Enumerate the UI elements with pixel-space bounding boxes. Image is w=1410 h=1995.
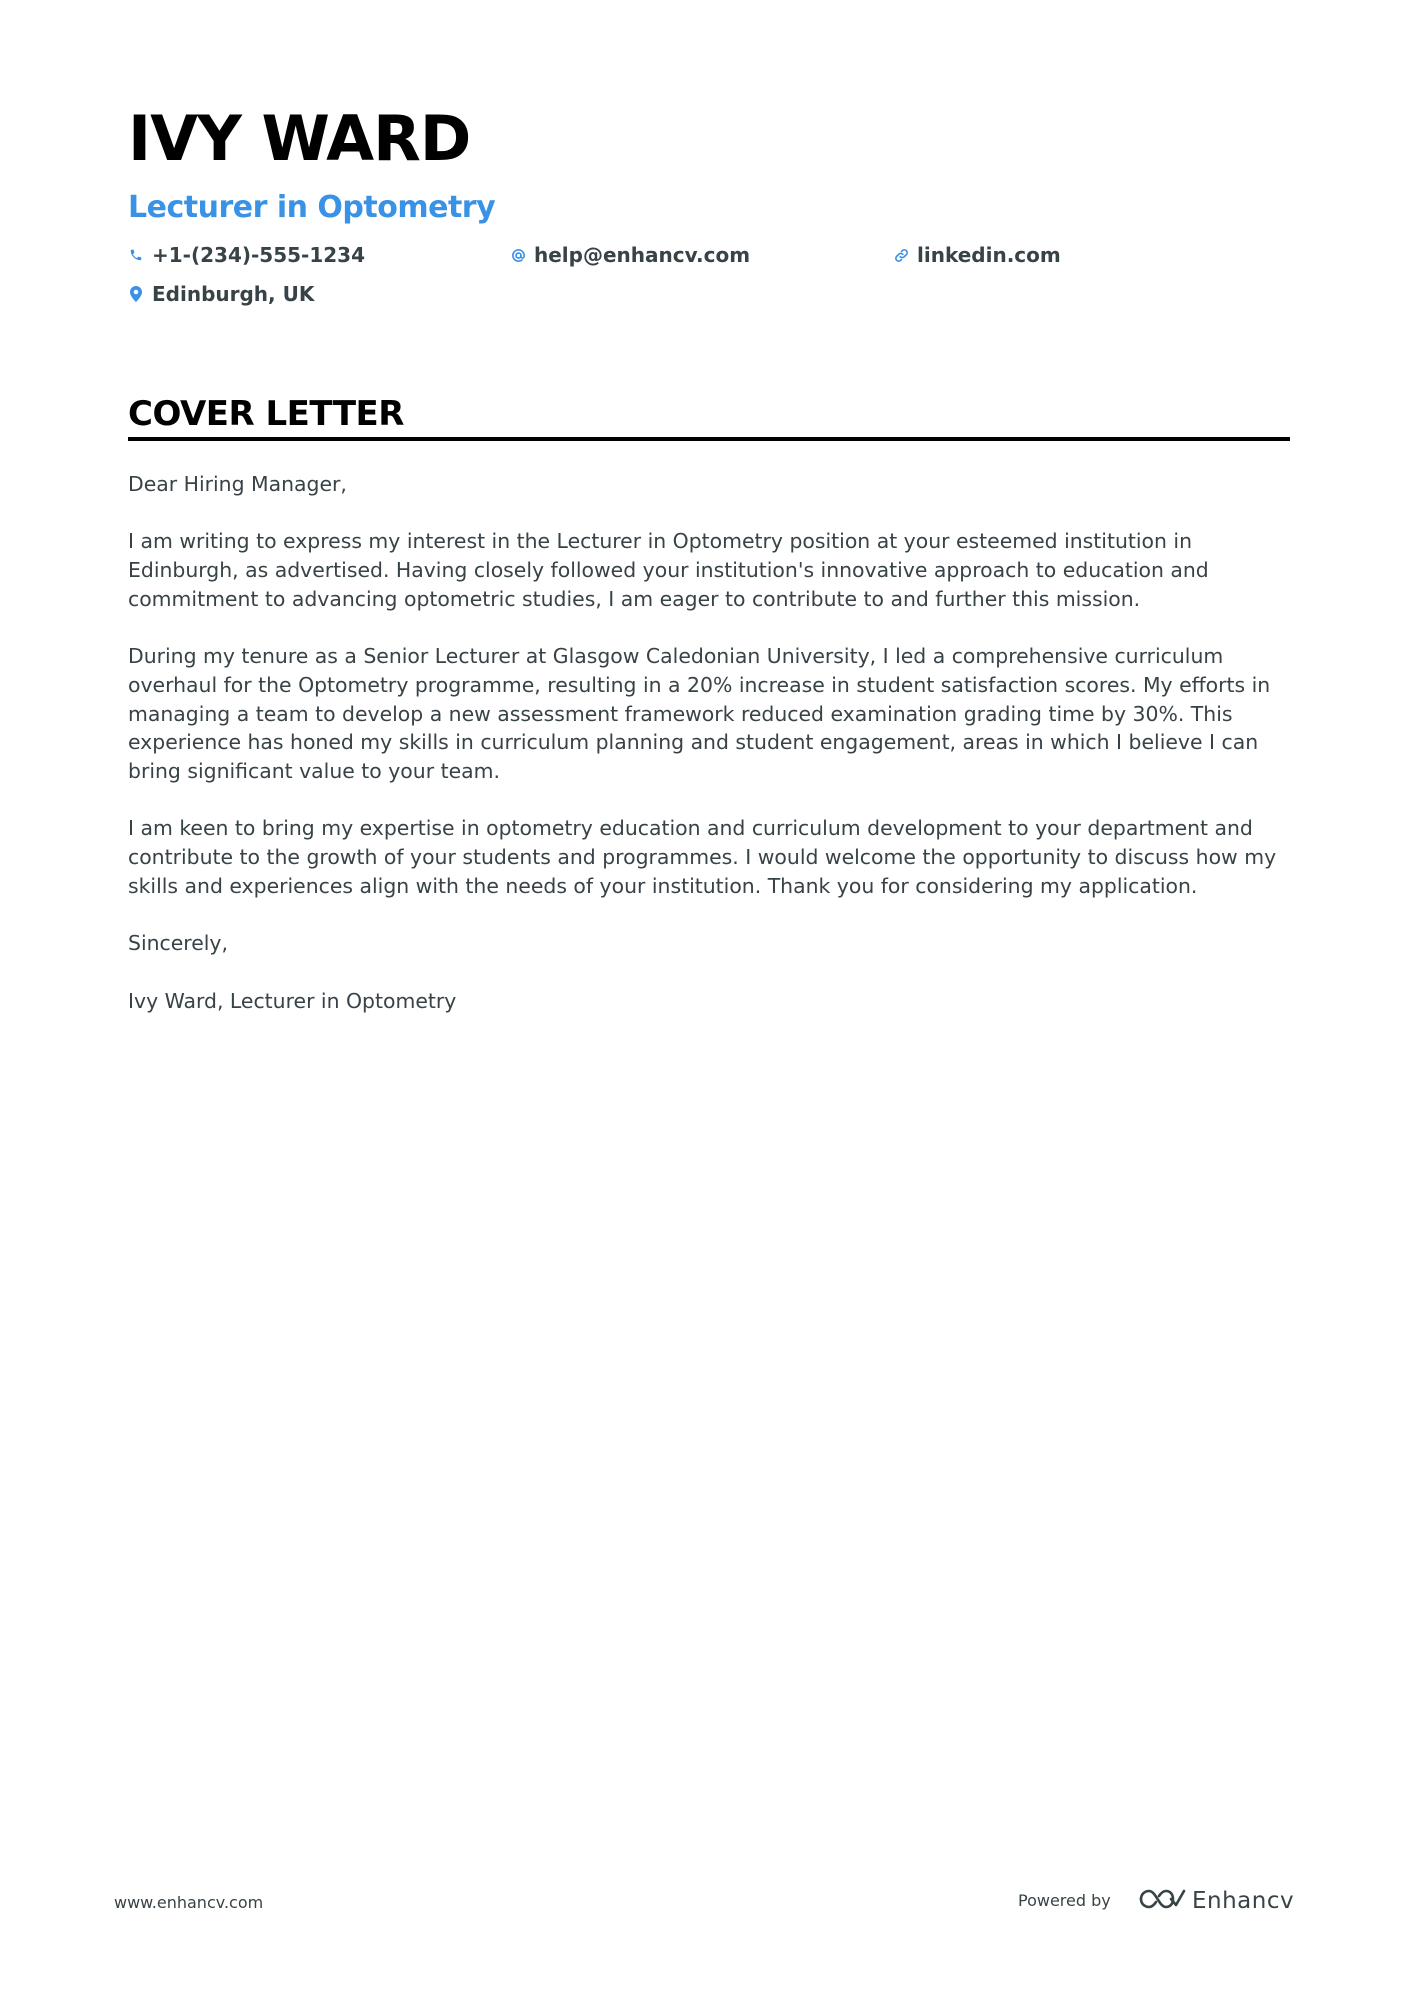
section-divider xyxy=(128,437,1290,441)
letter-closing: Sincerely, xyxy=(128,931,228,956)
phone-text: +1-(234)-555-1234 xyxy=(152,243,366,267)
letter-paragraph: I am writing to express my interest in the Lecturer in Optometry position at your esteemed institution in Edinburgh, as advertised. Having closely followed your institution's innovative approach to education and commitment to advancing optometric studies, I am eager to contribute to and further this mission. xyxy=(128,529,1209,611)
candidate-title: Lecturer in Optometry xyxy=(128,190,496,225)
candidate-name: IVY WARD xyxy=(128,102,471,175)
contact-phone xyxy=(128,245,365,265)
brand-name: Enhancv xyxy=(1192,1888,1295,1914)
footer-website[interactable]: www.enhancv.com xyxy=(114,1893,264,1912)
letter-body xyxy=(128,470,1290,1044)
contact-linkedin[interactable] xyxy=(893,245,1061,265)
letter-paragraph: During my tenure as a Senior Lecturer at Glasgow Caledonian University, I led a comprehensive curriculum overhaul for the Optometry programme, resulting in a 20% increase in student satisfaction scores. My efforts in managing a team to develop a new assessment framework reduced examination grading time by 30%. This experience has honed my skills in curriculum planning and student engagement, areas in which I believe I can bring significant value to your team. xyxy=(128,644,1271,783)
at-icon xyxy=(510,246,526,264)
letter-paragraph: I am keen to bring my expertise in optometry education and curriculum development to your department and contribute to the growth of your students and programmes. I would welcome the opportunity to discuss how my skills and experiences align with the needs of your institution. Thank you for considering my application. xyxy=(128,816,1277,898)
link-icon xyxy=(893,246,909,264)
contact-email[interactable] xyxy=(510,245,750,265)
enhancv-logo-icon xyxy=(1138,1886,1186,1917)
location-pin-icon xyxy=(128,285,144,303)
powered-by-label: Powered by xyxy=(1018,1891,1111,1910)
phone-icon xyxy=(128,246,144,264)
letter-signature: Ivy Ward, Lecturer in Optometry xyxy=(128,988,457,1013)
location-text: Edinburgh, UK xyxy=(152,282,315,306)
section-heading-cover-letter: COVER LETTER xyxy=(128,394,404,434)
footer-brand[interactable] xyxy=(1138,1886,1294,1917)
letter-greeting: Dear Hiring Manager, xyxy=(128,472,347,496)
email-text[interactable]: help@enhancv.com xyxy=(534,243,751,267)
linkedin-text[interactable]: linkedin.com xyxy=(917,243,1061,267)
contact-location xyxy=(128,284,314,304)
